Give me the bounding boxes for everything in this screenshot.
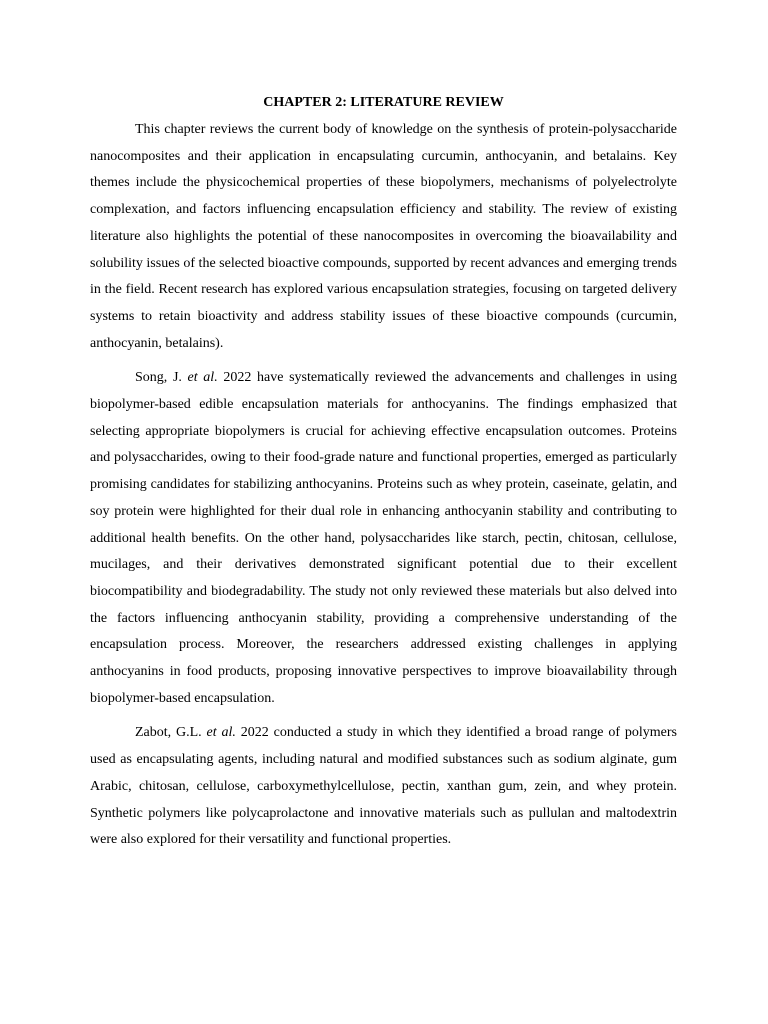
paragraph-song [90,365,677,712]
citation-etal: et al. [187,370,218,386]
paragraph-text: 2022 conducted a study in which they identified a broad range of polymers used as encapsulating agents, including natural and modified substances such as sodium alginate, gum Arabic, chitosan, cellulose, carboxymethylcellulose, pectin, xanthan gum, zein, and whey protein. Synthetic polymers like polycaprolactone and innovative materials such as pullulan and maltodextrin were also explored for their versatility and functional properties. [90,725,677,848]
citation-author: Song, J. [135,370,188,386]
paragraph-intro [90,117,677,357]
citation-etal: et al. [206,725,236,741]
citation-author: Zabot, G.L. [135,725,207,741]
paragraph-text: This chapter reviews the current body of knowledge on the synthesis of protein-polysaccharide nanocomposites and their application in encapsulating curcumin, anthocyanin, and betalains. Key themes include the physicochemical properties of these biopolymers, mechanisms of polyelectrolyte complexation, and factors influencing encapsulation efficiency and stability. The review of existing literature also highlights the potential of these nanocomposites in overcoming the bioavailability and solubility issues of the selected bioactive compounds, supported by recent advances and emerging trends in the field. Recent research has explored various encapsulation strategies, focusing on targeted delivery systems to retain bioactivity and address stability issues of these bioactive compounds (curcumin, anthocyanin, betalains). [90,122,677,351]
document-page [90,90,677,862]
chapter-title: CHAPTER 2: LITERATURE REVIEW [263,95,504,110]
paragraph-zabot [90,720,677,854]
paragraph-text: 2022 have systematically reviewed the advancements and challenges in using biopolymer-based edible encapsulation materials for anthocyanins. The findings emphasized that selecting appropriate biopolymers is crucial for achieving effective encapsulation outcomes. Proteins and polysaccharides, owing to their food-grade nature and functional properties, emerged as particularly promising candidates for stabilizing anthocyanins. Proteins such as whey protein, caseinate, gelatin, and soy protein were highlighted for their dual role in enhancing anthocyanin stability and contributing to additional health benefits. On the other hand, polysaccharides like starch, pectin, chitosan, cellulose, mucilages, and their derivatives demonstrated significant potential due to their excellent biocompatibility and biodegradability. The study not only reviewed these materials but also delved into the factors influencing anthocyanin stability, providing a comprehensive understanding of the encapsulation process. Moreover, the researchers addressed existing challenges in applying anthocyanins in food products, proposing innovative perspectives to improve bioavailability through biopolymer-based encapsulation. [90,370,677,706]
